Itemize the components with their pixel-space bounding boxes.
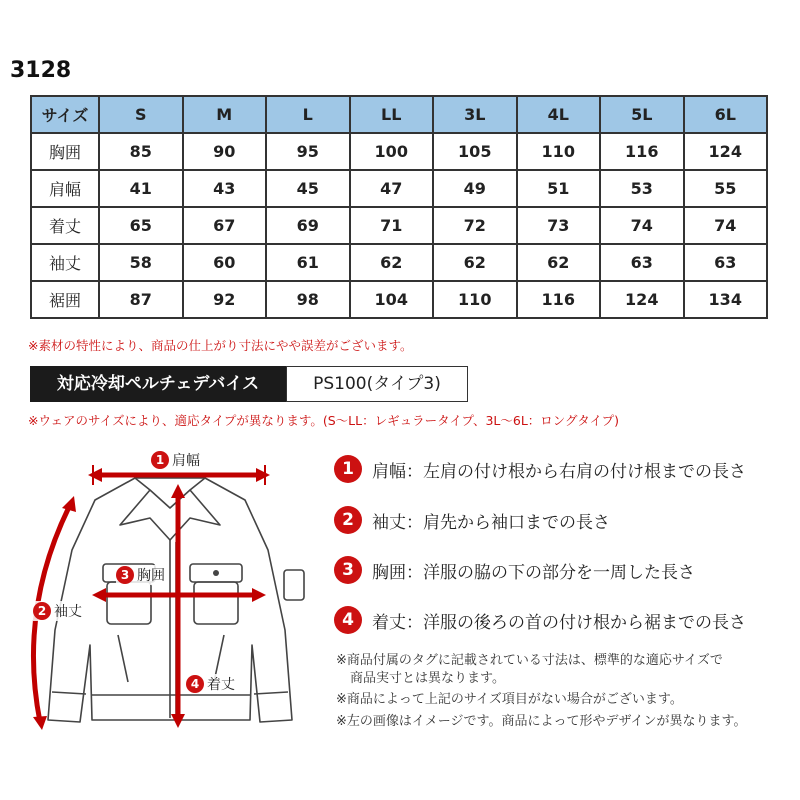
table-cell: 85 bbox=[99, 133, 183, 170]
legend-number: 4 bbox=[334, 606, 362, 634]
table-row bbox=[31, 281, 767, 318]
table-cell: 92 bbox=[183, 281, 267, 318]
device-note: ※ウェアのサイズにより、適応タイプが異なります。(S〜LL：レギュラータイプ、3L〜6L：ロングタイプ) bbox=[28, 413, 620, 428]
legend-text: 袖丈：肩先から袖口までの長さ bbox=[372, 512, 610, 533]
table-cell: 43 bbox=[183, 170, 267, 207]
table-cell: 41 bbox=[99, 170, 183, 207]
table-cell: 74 bbox=[684, 207, 768, 244]
table-cell: 100 bbox=[350, 133, 434, 170]
table-cell: 62 bbox=[350, 244, 434, 281]
table-cell: 116 bbox=[600, 133, 684, 170]
table-cell: 124 bbox=[684, 133, 768, 170]
table-cell: 104 bbox=[350, 281, 434, 318]
legend-number: 3 bbox=[334, 556, 362, 584]
table-cell: 95 bbox=[266, 133, 350, 170]
marker-number: 3 bbox=[116, 566, 134, 584]
note-tag-cont: 商品実寸とは異なります。 bbox=[350, 671, 505, 686]
material-note: ※素材の特性により、商品の仕上がり寸法にやや誤差がございます。 bbox=[28, 338, 413, 353]
header-cell: 3L bbox=[433, 96, 517, 133]
table-cell: 87 bbox=[99, 281, 183, 318]
table-cell: 105 bbox=[433, 133, 517, 170]
header-cell: 4L bbox=[517, 96, 601, 133]
table-cell: 55 bbox=[684, 170, 768, 207]
table-cell: 60 bbox=[183, 244, 267, 281]
header-cell: サイズ bbox=[31, 96, 99, 133]
legend-item-length bbox=[334, 603, 746, 637]
table-cell: 116 bbox=[517, 281, 601, 318]
legend-item-sleeve bbox=[334, 503, 610, 537]
legend-item-chest bbox=[334, 553, 695, 587]
table-cell: 63 bbox=[684, 244, 768, 281]
table-cell: 53 bbox=[600, 170, 684, 207]
table-cell: 110 bbox=[517, 133, 601, 170]
legend-number: 1 bbox=[334, 455, 362, 483]
table-cell: 72 bbox=[433, 207, 517, 244]
row-label: 袖丈 bbox=[31, 244, 99, 281]
table-cell: 74 bbox=[600, 207, 684, 244]
jacket-illustration bbox=[0, 430, 320, 750]
header-cell: S bbox=[99, 96, 183, 133]
table-cell: 73 bbox=[517, 207, 601, 244]
note-tag: ※商品付属のタグに記載されている寸法は、標準的な適応サイズで bbox=[336, 653, 723, 668]
shoulder-marker bbox=[151, 450, 202, 470]
sleeve-marker bbox=[33, 601, 84, 621]
table-row bbox=[31, 244, 767, 281]
marker-number: 1 bbox=[151, 451, 169, 469]
table-cell: 49 bbox=[433, 170, 517, 207]
row-label: 裾囲 bbox=[31, 281, 99, 318]
marker-label: 胸囲 bbox=[137, 568, 165, 584]
marker-label: 袖丈 bbox=[54, 604, 82, 620]
pocket-button-icon bbox=[213, 570, 219, 576]
device-label: 対応冷却ペルチェデバイス bbox=[30, 366, 286, 402]
marker-number: 2 bbox=[33, 602, 51, 620]
row-label: 肩幅 bbox=[31, 170, 99, 207]
table-cell: 65 bbox=[99, 207, 183, 244]
marker-label: 肩幅 bbox=[172, 453, 200, 469]
table-row bbox=[31, 170, 767, 207]
table-cell: 51 bbox=[517, 170, 601, 207]
header-cell: L bbox=[266, 96, 350, 133]
legend-item-shoulder bbox=[334, 452, 746, 486]
table-cell: 47 bbox=[350, 170, 434, 207]
table-cell: 90 bbox=[183, 133, 267, 170]
table-header-row bbox=[31, 96, 767, 133]
table-cell: 63 bbox=[600, 244, 684, 281]
table-cell: 98 bbox=[266, 281, 350, 318]
table-cell: 61 bbox=[266, 244, 350, 281]
table-row bbox=[31, 133, 767, 170]
length-marker bbox=[186, 674, 237, 694]
table-cell: 124 bbox=[600, 281, 684, 318]
header-cell: LL bbox=[350, 96, 434, 133]
model-number: 3128 bbox=[10, 58, 72, 83]
size-table bbox=[30, 95, 768, 319]
table-cell: 71 bbox=[350, 207, 434, 244]
table-cell: 67 bbox=[183, 207, 267, 244]
table-cell: 45 bbox=[266, 170, 350, 207]
chest-marker bbox=[116, 565, 167, 585]
table-cell: 62 bbox=[517, 244, 601, 281]
legend-number: 2 bbox=[334, 506, 362, 534]
note-items: ※商品によって上記のサイズ項目がない場合がございます。 bbox=[336, 692, 683, 707]
header-cell: 6L bbox=[684, 96, 768, 133]
table-row bbox=[31, 207, 767, 244]
table-cell: 110 bbox=[433, 281, 517, 318]
legend-text: 肩幅：左肩の付け根から右肩の付け根までの長さ bbox=[372, 461, 746, 482]
table-cell: 134 bbox=[684, 281, 768, 318]
note-image: ※左の画像はイメージです。商品によって形やデザインが異なります。 bbox=[336, 714, 747, 729]
header-cell: M bbox=[183, 96, 267, 133]
device-value: PS100(タイプ3) bbox=[286, 366, 468, 402]
legend-text: 胸囲：洋服の脇の下の部分を一周した長さ bbox=[372, 562, 695, 583]
table-cell: 69 bbox=[266, 207, 350, 244]
table-cell: 58 bbox=[99, 244, 183, 281]
header-cell: 5L bbox=[600, 96, 684, 133]
marker-number: 4 bbox=[186, 675, 204, 693]
marker-label: 着丈 bbox=[207, 677, 235, 693]
legend-text: 着丈：洋服の後ろの首の付け根から裾までの長さ bbox=[372, 612, 746, 633]
row-label: 胸囲 bbox=[31, 133, 99, 170]
table-cell: 62 bbox=[433, 244, 517, 281]
row-label: 着丈 bbox=[31, 207, 99, 244]
